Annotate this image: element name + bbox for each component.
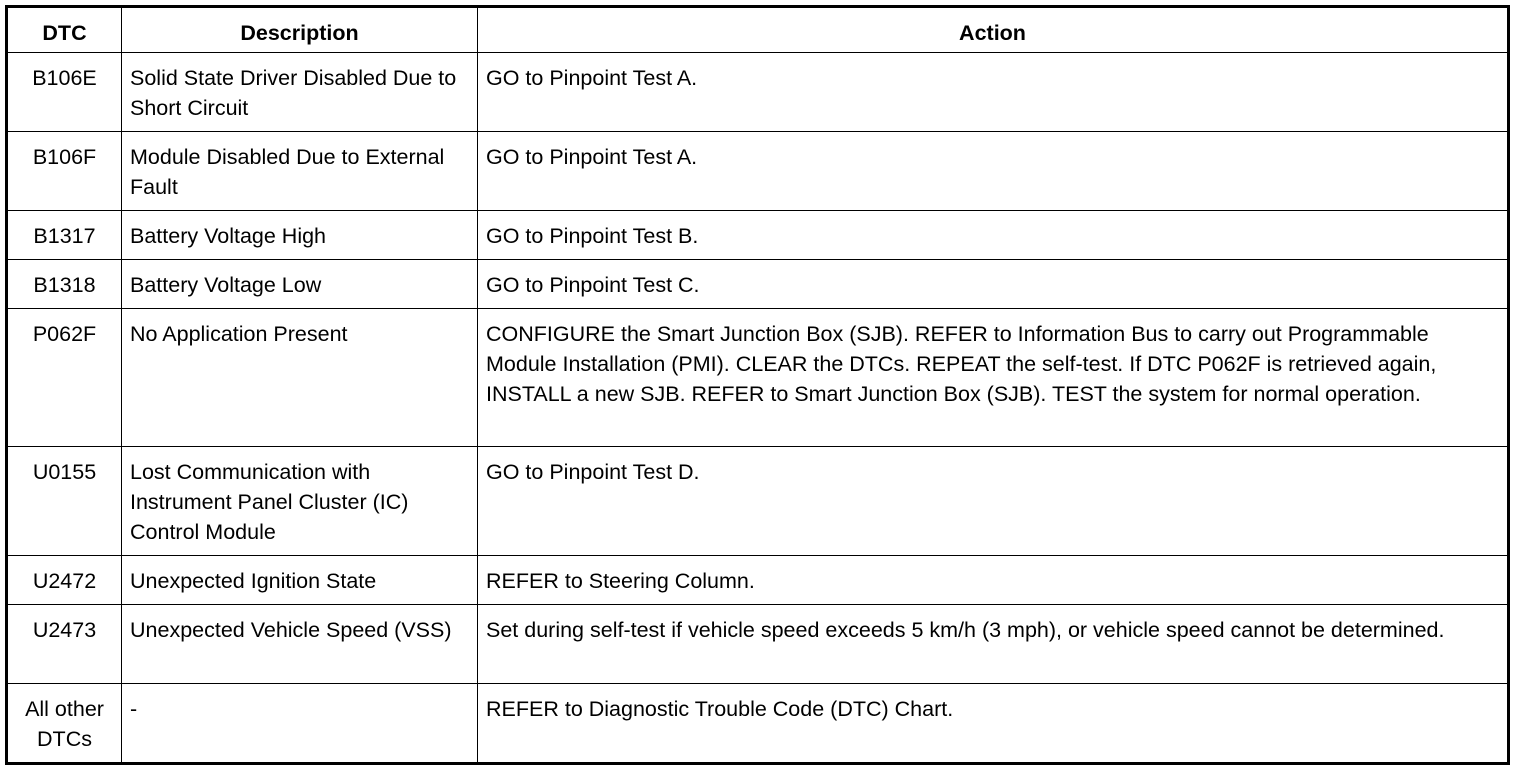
action-cell: GO to Pinpoint Test A. <box>478 132 1509 211</box>
dtc-code-cell: B106F <box>7 132 122 211</box>
header-action: Action <box>478 7 1509 53</box>
dtc-code-cell: All other DTCs <box>7 684 122 764</box>
description-cell: Battery Voltage Low <box>122 260 478 309</box>
description-cell: Unexpected Ignition State <box>122 556 478 605</box>
dtc-code-cell: U2473 <box>7 605 122 684</box>
header-description: Description <box>122 7 478 53</box>
action-cell: Set during self-test if vehicle speed exceeds 5 km/h (3 mph), or vehicle speed cannot be determined. <box>478 605 1509 684</box>
table-row <box>7 556 1509 605</box>
description-cell: - <box>122 684 478 764</box>
table-row <box>7 53 1509 132</box>
description-cell: Battery Voltage High <box>122 211 478 260</box>
description-cell: Module Disabled Due to External Fault <box>122 132 478 211</box>
header-row <box>7 7 1509 53</box>
table-row <box>7 605 1509 684</box>
table-row <box>7 447 1509 556</box>
dtc-code-cell: B106E <box>7 53 122 132</box>
dtc-code-cell: B1317 <box>7 211 122 260</box>
action-cell: GO to Pinpoint Test A. <box>478 53 1509 132</box>
dtc-code-cell: U2472 <box>7 556 122 605</box>
dtc-code-cell: B1318 <box>7 260 122 309</box>
dtc-code-cell: P062F <box>7 309 122 447</box>
action-cell: REFER to Diagnostic Trouble Code (DTC) Chart. <box>478 684 1509 764</box>
header-dtc: DTC <box>7 7 122 53</box>
action-cell: GO to Pinpoint Test D. <box>478 447 1509 556</box>
table-row <box>7 211 1509 260</box>
description-cell: Unexpected Vehicle Speed (VSS) <box>122 605 478 684</box>
action-cell: GO to Pinpoint Test C. <box>478 260 1509 309</box>
table-row <box>7 132 1509 211</box>
dtc-table <box>5 5 1510 765</box>
description-cell: No Application Present <box>122 309 478 447</box>
table-row <box>7 260 1509 309</box>
action-cell: GO to Pinpoint Test B. <box>478 211 1509 260</box>
table-row <box>7 684 1509 764</box>
description-cell: Lost Communication with Instrument Panel Cluster (IC) Control Module <box>122 447 478 556</box>
action-cell: CONFIGURE the Smart Junction Box (SJB). REFER to Information Bus to carry out Programmable Module Installation (PMI). CLEAR the DTCs. REPEAT the self-test. If DTC P062F is retrieved again, INSTALL a new SJB. REFER to Smart Junction Box (SJB). TEST the system for normal operation. <box>478 309 1509 447</box>
description-cell: Solid State Driver Disabled Due to Short Circuit <box>122 53 478 132</box>
table-row <box>7 309 1509 447</box>
action-cell: REFER to Steering Column. <box>478 556 1509 605</box>
dtc-code-cell: U0155 <box>7 447 122 556</box>
